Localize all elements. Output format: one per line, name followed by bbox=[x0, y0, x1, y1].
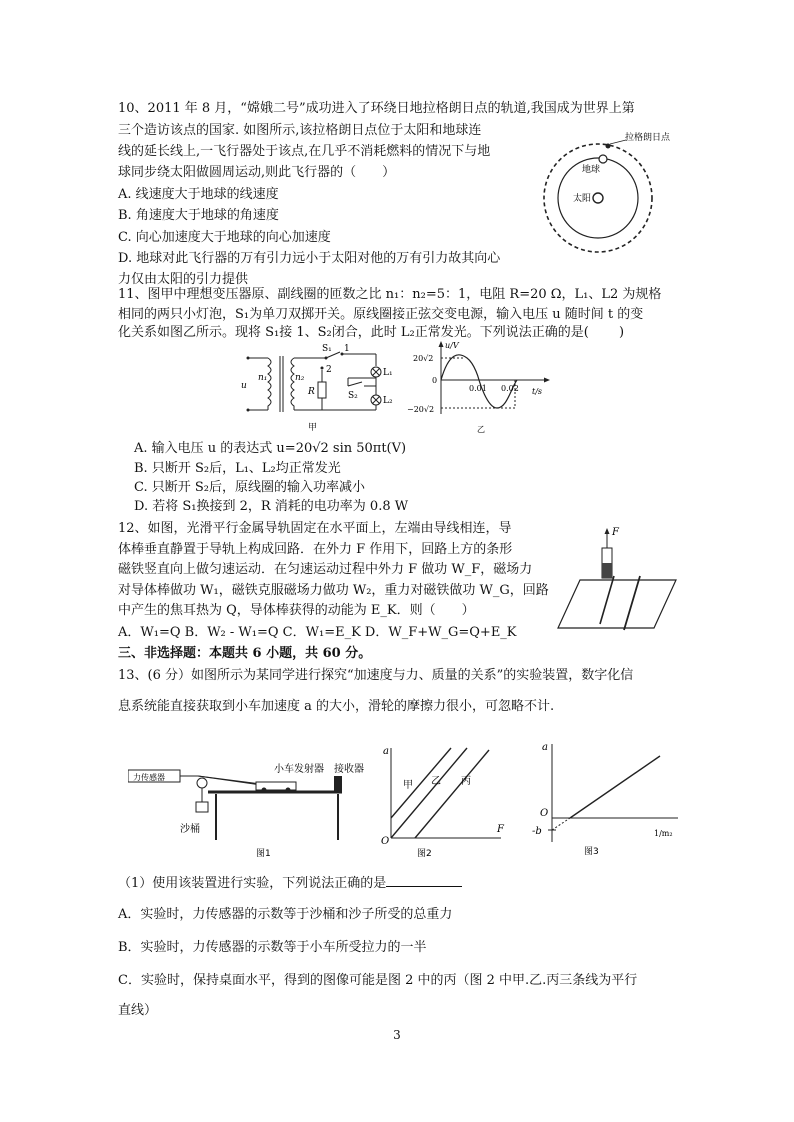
q13-sub1 bbox=[118, 874, 462, 893]
s2-label: S₂ bbox=[348, 391, 358, 401]
force-label: F bbox=[612, 527, 619, 538]
n1-label: n₁ bbox=[258, 373, 268, 383]
q13-sub1-text: （1）使用该装置进行实验，下列说法正确的是 bbox=[118, 876, 387, 891]
q11-option-d: D. 若将 S₁换接到 2，R 消耗的电功率为 0.8 W bbox=[134, 499, 409, 514]
receiver-label: 接收器 bbox=[334, 764, 364, 775]
earth-label: 地球 bbox=[582, 165, 601, 175]
q11-option-c: C. 只断开 S₂后，原线圈的输入功率减小 bbox=[134, 480, 365, 495]
n2-label: n₂ bbox=[295, 373, 305, 383]
l1-label: L₁ bbox=[383, 368, 393, 378]
q13-line1: 13、(6 分）如图所示为某同学进行探究“加速度与力、质量的关系”的实验装置，数字化信 bbox=[118, 668, 634, 683]
fig1-caption: 图1 bbox=[256, 849, 271, 859]
q11-line1: 11、图甲中理想变压器原、副线圈的匝数之比 n₁：n₂=5：1，电阻 R=20 Ω，L₁、L2 为规格 bbox=[118, 287, 662, 302]
l2-label: L₂ bbox=[383, 396, 393, 406]
q13-option-b: B．实验时，力传感器的示数等于小车所受拉力的一半 bbox=[118, 940, 427, 955]
q10-option-c: C. 向心加速度大于地球的向心加速度 bbox=[118, 230, 331, 245]
fig-jia-caption: 甲 bbox=[308, 423, 318, 433]
line-bing-label: 丙 bbox=[461, 776, 471, 787]
q10-option-d-line2: 力仅由太阳的引力提供 bbox=[118, 272, 249, 287]
q10-option-b: B. 角速度大于地球的角速度 bbox=[118, 208, 279, 223]
switch-pos-2: 2 bbox=[326, 365, 332, 375]
q11-voltage-graph bbox=[405, 338, 553, 436]
lagrange-label: 拉格朗日点 bbox=[625, 133, 671, 143]
q12-rails-figure bbox=[556, 524, 680, 636]
graph-t1: 0.01 bbox=[469, 384, 487, 393]
sun-label: 太阳 bbox=[573, 194, 592, 204]
u-label: u bbox=[241, 381, 247, 391]
q13-fig3-graph bbox=[528, 738, 688, 860]
q10-line3: 线的延长线上,一飞行器处于该点,在几乎不消耗燃料的情况下与地 bbox=[118, 144, 491, 159]
r-label: R bbox=[308, 387, 315, 397]
q10-option-d-line1: D. 地球对此飞行器的万有引力远小于太阳对他的万有引力故其向心 bbox=[118, 251, 501, 266]
q12-line3: 磁铁竖直向上做匀速运动．在匀速运动过程中外力 F 做功 W_F，磁场力 bbox=[118, 562, 533, 577]
q11-circuit-figure bbox=[236, 342, 396, 434]
s1-label: S₁ bbox=[322, 344, 332, 354]
fig2-caption: 图2 bbox=[417, 849, 432, 859]
q12-line1: 12、如图，光滑平行金属导轨固定在水平面上，左端由导线相连，导 bbox=[118, 521, 512, 536]
answer-blank[interactable] bbox=[386, 874, 462, 887]
page-number: 3 bbox=[393, 1028, 401, 1042]
graph-origin: 0 bbox=[432, 376, 438, 385]
q10-option-a: A. 线速度大于地球的线速度 bbox=[118, 187, 279, 202]
q10-orbit-figure bbox=[540, 128, 690, 254]
graph-ylabel: u/V bbox=[445, 341, 459, 350]
switch-pos-1: 1 bbox=[344, 344, 350, 354]
fig2-f-label: F bbox=[497, 824, 504, 835]
fig3-a-label: a bbox=[542, 742, 548, 753]
q10-line2: 三个造访该点的国家. 如图所示,该拉格朗日点位于太阳和地球连 bbox=[118, 123, 482, 138]
q10-line1: 10、2011 年 8 月，“嫦娥二号”成功进入了环绕日地拉格朗日点的轨道,我国成为世界上第 bbox=[118, 101, 635, 116]
q12-line5: 中产生的焦耳热为 Q，导体棒获得的动能为 E_K．则（ ） bbox=[118, 603, 475, 618]
q13-option-c-line2: 直线） bbox=[118, 1003, 158, 1018]
fig3-caption: 图3 bbox=[584, 847, 599, 857]
q12-options: A．W₁=Q B．W₂ - W₁=Q C．W₁=E_K D．W_F+W_G=Q+E_K bbox=[118, 625, 517, 640]
bucket-label: 沙桶 bbox=[180, 824, 200, 835]
q11-option-b: B. 只断开 S₂后，L₁、L₂均正常发光 bbox=[134, 461, 341, 476]
q13-option-c-line1: C．实验时，保持桌面水平，得到的图像可能是图 2 中的丙（图 2 中甲.乙.丙三条线为平行 bbox=[118, 973, 638, 988]
fig3-m-label: 1/m₂ bbox=[654, 829, 673, 838]
fig2-a-label: a bbox=[383, 746, 389, 757]
q11-line2: 相同的两只小灯泡，S₁为单刀双掷开关。原线圈接正弦交变电源，输入电压 u 随时间 t 的变 bbox=[118, 307, 644, 322]
sensor-label: 力传感器 bbox=[133, 773, 165, 782]
q11-option-a: A. 输入电压 u 的表达式 u=20√2 sin 50πt(V) bbox=[134, 441, 407, 456]
graph-xlabel: t/s bbox=[532, 387, 543, 396]
q11-line3: 化关系如图乙所示。现将 S₁接 1、S₂闭合，此时 L₂正常发光。下列说法正确的是( ) bbox=[118, 325, 625, 340]
graph-t2: 0.02 bbox=[501, 384, 519, 393]
fig2-origin: O bbox=[381, 836, 390, 847]
fig-yi-caption: 乙 bbox=[477, 425, 485, 434]
q13-fig2-graph bbox=[377, 740, 507, 860]
graph-ymin: −20√2 bbox=[407, 405, 435, 414]
q13-option-a: A．实验时，力传感器的示数等于沙桶和沙子所受的总重力 bbox=[118, 907, 453, 922]
section-heading: 三、非选择题：本题共 6 小题，共 60 分。 bbox=[118, 646, 372, 661]
fig3-origin: O bbox=[540, 808, 549, 819]
q13-apparatus-figure bbox=[128, 748, 370, 860]
q12-line2: 体棒垂直静置于导轨上构成回路．在外力 F 作用下，回路上方的条形 bbox=[118, 542, 513, 557]
line-jia-label: 甲 bbox=[403, 780, 413, 791]
graph-ymax: 20√2 bbox=[413, 354, 434, 363]
emitter-label: 小车发射器 bbox=[274, 764, 324, 775]
q10-line4: 球同步绕太阳做圆周运动,则此飞行器的（ ） bbox=[118, 165, 396, 180]
q12-line4: 对导体棒做功 W₁，磁铁克服磁场力做功 W₂，重力对磁铁做功 W_G，回路 bbox=[118, 583, 549, 598]
fig3-b-label: -b bbox=[532, 826, 542, 837]
line-yi-label: 乙 bbox=[431, 776, 441, 787]
q13-line2: 息系统能直接获取到小车加速度 a 的大小，滑轮的摩擦力很小，可忽略不计. bbox=[118, 699, 555, 714]
